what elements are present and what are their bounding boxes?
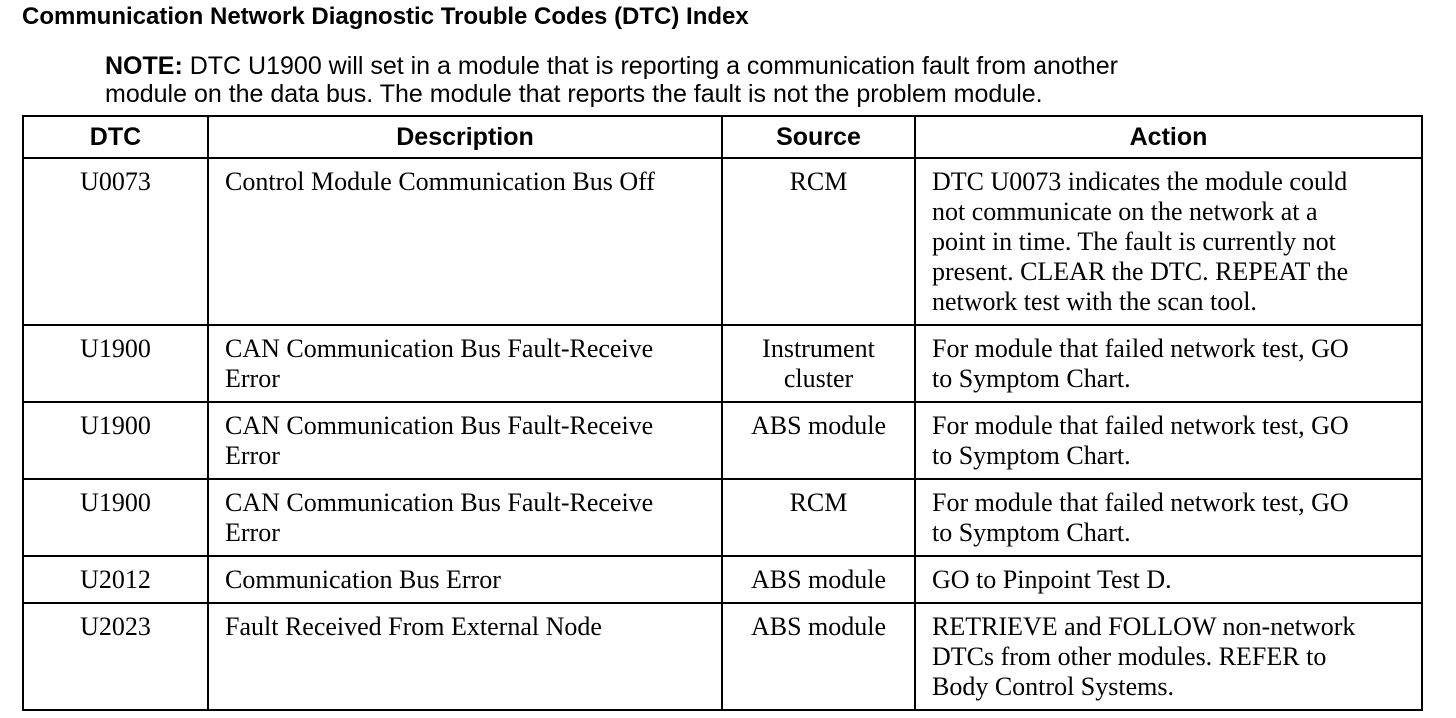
- source-cell: [722, 479, 915, 556]
- action-line: to Symptom Chart.: [932, 518, 1131, 547]
- description-cell: [208, 556, 722, 603]
- action-cell: [915, 479, 1422, 556]
- dtc-code: U1900: [80, 488, 151, 517]
- description-cell: [208, 158, 722, 325]
- table-row: [23, 556, 1422, 603]
- action-cell: [915, 603, 1422, 710]
- dtc-code: U2012: [80, 565, 151, 594]
- table-row: [23, 325, 1422, 402]
- action-line: For module that failed network test, GO: [932, 334, 1349, 363]
- dtc-cell: [23, 402, 208, 479]
- action-line: network test with the scan tool.: [932, 287, 1257, 316]
- action-line: point in time. The fault is currently not: [932, 227, 1336, 256]
- description-cell: [208, 479, 722, 556]
- dtc-code: U1900: [80, 411, 151, 440]
- note-text-1: DTC U1900 will set in a module that is reporting a communication fault from another: [189, 52, 1118, 80]
- description-line: CAN Communication Bus Fault-Receive: [225, 411, 654, 440]
- dtc-cell: [23, 158, 208, 325]
- description-line: CAN Communication Bus Fault-Receive: [225, 334, 654, 363]
- table-row: [23, 158, 1422, 325]
- table-row: [23, 479, 1422, 556]
- source-cell: [722, 158, 915, 325]
- description-cell: [208, 325, 722, 402]
- action-cell: [915, 556, 1422, 603]
- table-row: [23, 603, 1422, 710]
- description-cell: [208, 402, 722, 479]
- description-line: CAN Communication Bus Fault-Receive: [225, 488, 654, 517]
- action-line: For module that failed network test, GO: [932, 411, 1349, 440]
- dtc-index-table: [22, 115, 1423, 711]
- source-line: ABS module: [750, 565, 887, 594]
- source-line: cluster: [783, 364, 854, 393]
- description-line: Error: [225, 518, 280, 547]
- header-source: Source: [722, 116, 915, 158]
- header-action: Action: [915, 116, 1422, 158]
- source-line: Instrument: [762, 334, 875, 363]
- action-line: For module that failed network test, GO: [932, 488, 1349, 517]
- action-line: to Symptom Chart.: [932, 441, 1131, 470]
- dtc-code: U0073: [80, 167, 151, 196]
- action-line: DTCs from other modules. REFER to: [932, 642, 1327, 671]
- action-line: not communicate on the network at a: [932, 197, 1318, 226]
- description-line: Communication Bus Error: [225, 565, 501, 594]
- note-label: NOTE:: [105, 52, 183, 80]
- dtc-cell: [23, 325, 208, 402]
- note-line-2: module on the data bus. The module that reports the fault is not the problem module.: [105, 80, 1043, 108]
- description-cell: [208, 603, 722, 710]
- source-cell: [722, 402, 915, 479]
- source-line: RCM: [789, 167, 848, 196]
- source-line: ABS module: [750, 612, 887, 641]
- action-line: DTC U0073 indicates the module could: [932, 167, 1348, 196]
- header-dtc: DTC: [23, 116, 208, 158]
- page-title: Communication Network Diagnostic Trouble Codes (DTC) Index: [22, 3, 749, 30]
- source-cell: [722, 325, 915, 402]
- action-cell: [915, 158, 1422, 325]
- description-line: Error: [225, 364, 280, 393]
- dtc-cell: [23, 556, 208, 603]
- action-line: present. CLEAR the DTC. REPEAT the: [932, 257, 1349, 286]
- table-row: [23, 402, 1422, 479]
- dtc-cell: [23, 603, 208, 710]
- source-line: RCM: [789, 488, 848, 517]
- description-line: Error: [225, 441, 280, 470]
- source-line: ABS module: [750, 411, 887, 440]
- description-line: Fault Received From External Node: [225, 612, 602, 641]
- header-description: Description: [208, 116, 722, 158]
- action-cell: [915, 325, 1422, 402]
- dtc-code: U2023: [80, 612, 151, 641]
- source-cell: [722, 556, 915, 603]
- action-line: to Symptom Chart.: [932, 364, 1131, 393]
- action-line: Body Control Systems.: [932, 672, 1174, 701]
- dtc-cell: [23, 479, 208, 556]
- action-cell: [915, 402, 1422, 479]
- table-header-row: [23, 116, 1422, 158]
- note-block: [105, 52, 1405, 108]
- source-cell: [722, 603, 915, 710]
- dtc-code: U1900: [80, 334, 151, 363]
- action-line: GO to Pinpoint Test D.: [932, 565, 1172, 594]
- table-body: [23, 158, 1422, 710]
- action-line: RETRIEVE and FOLLOW non-network: [932, 612, 1356, 641]
- note-line-1: [105, 52, 1405, 80]
- description-line: Control Module Communication Bus Off: [225, 167, 655, 196]
